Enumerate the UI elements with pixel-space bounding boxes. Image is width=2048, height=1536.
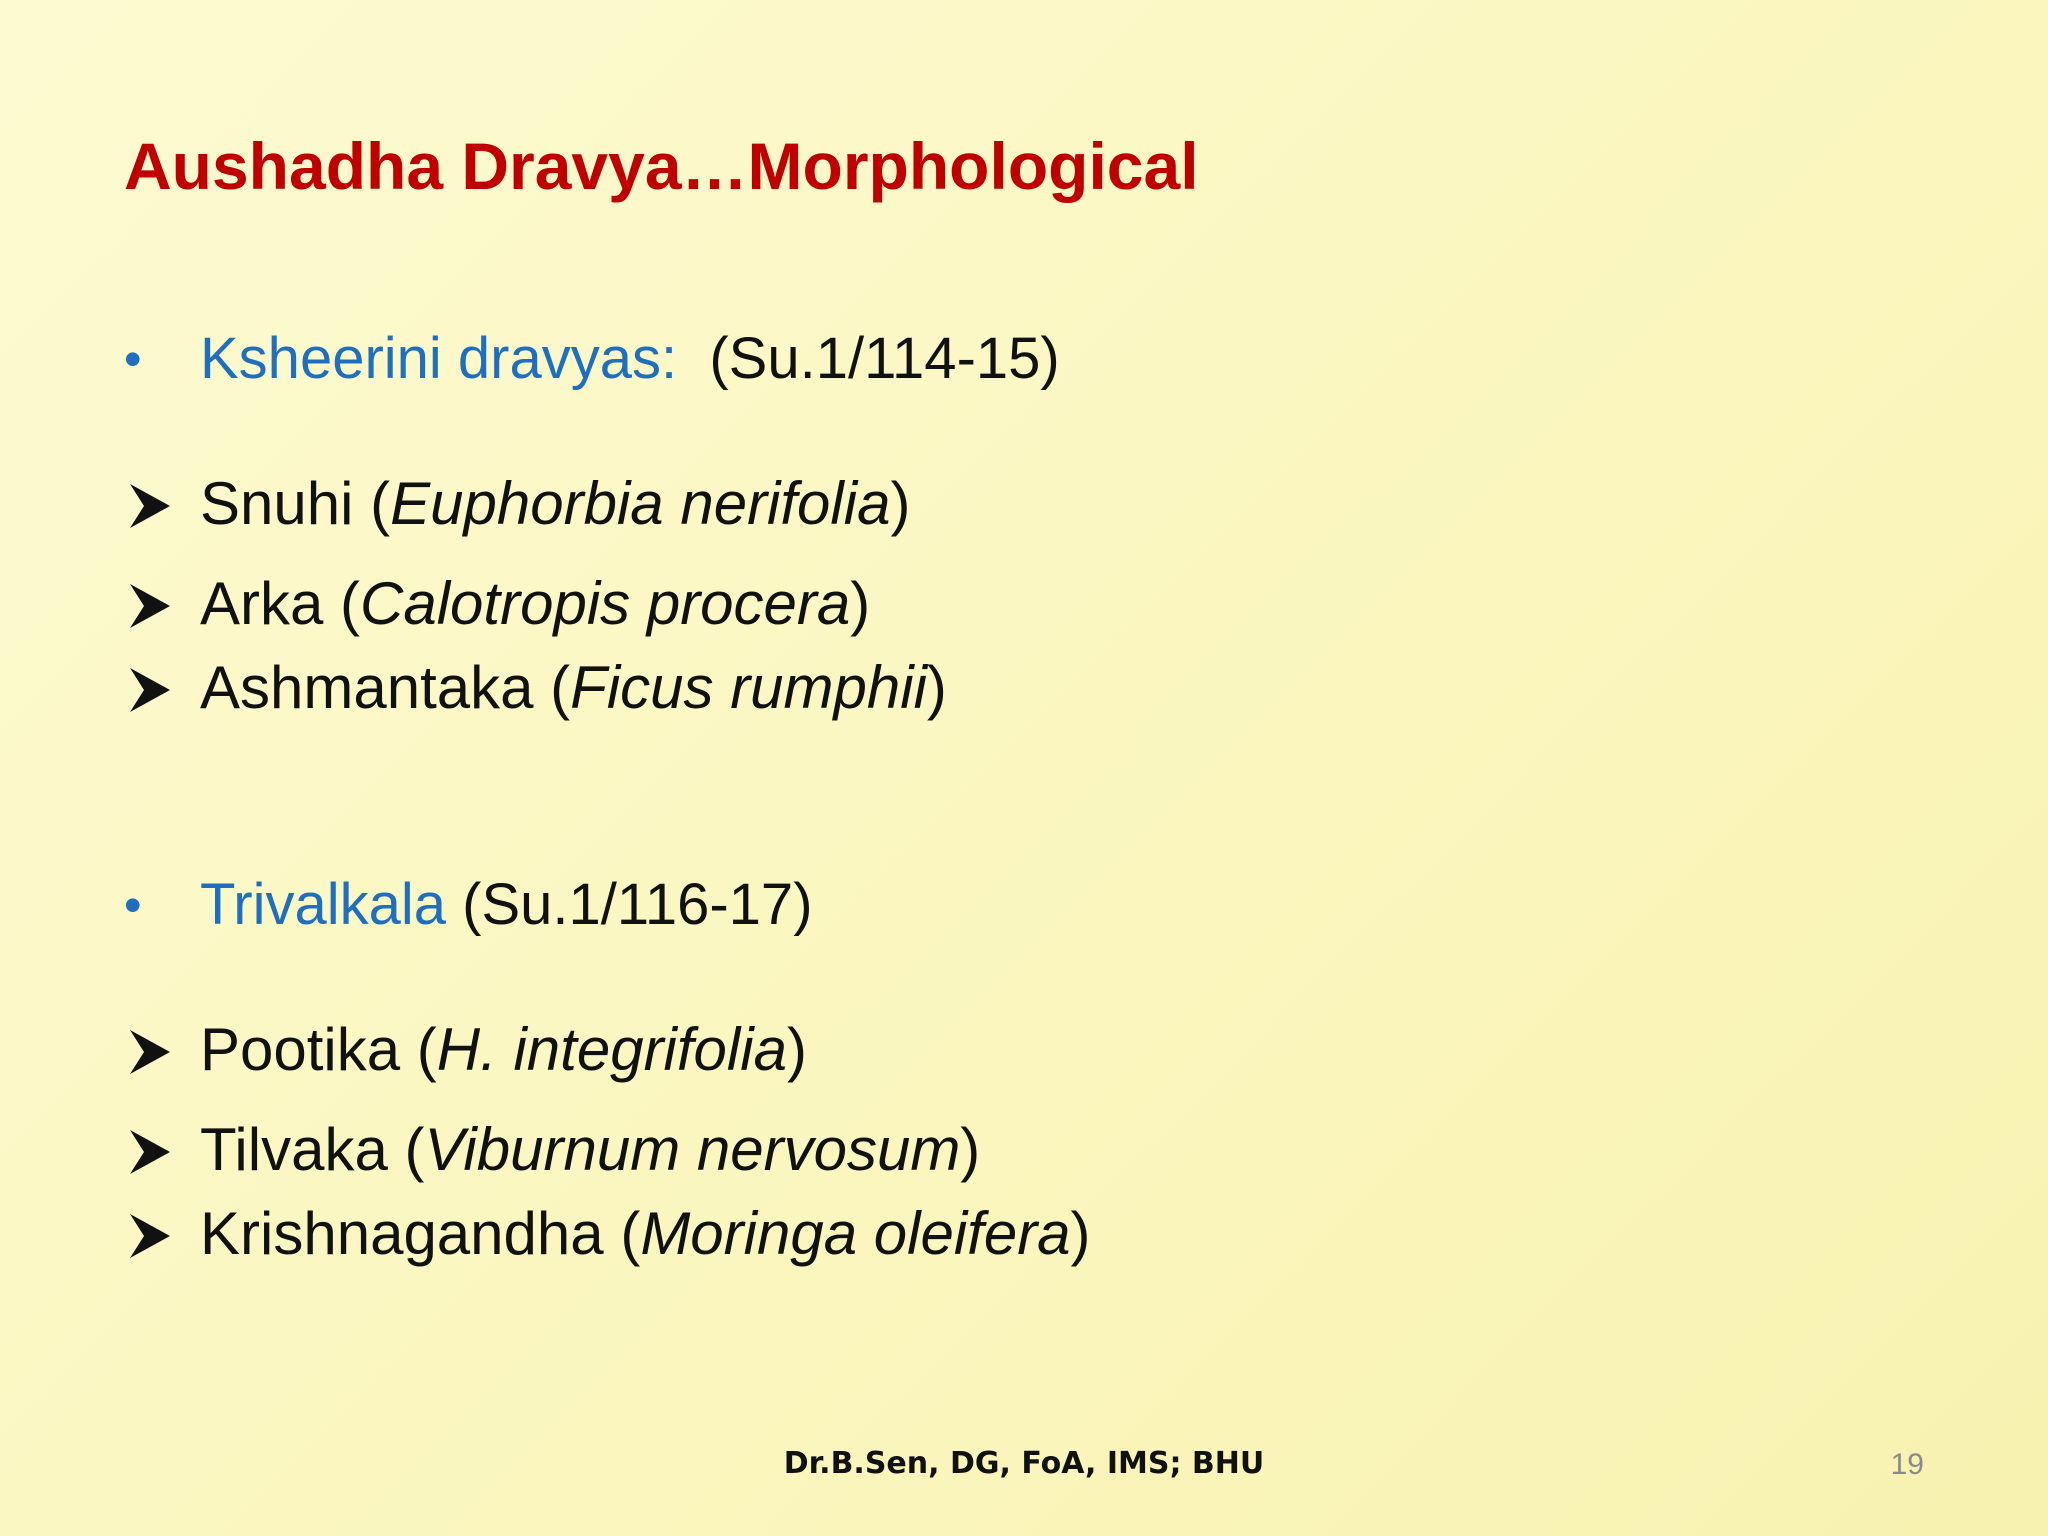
scientific-name: Ficus rumphii xyxy=(570,654,927,721)
plant-name: Arka xyxy=(200,570,324,637)
arrowhead-bullet-icon xyxy=(128,1212,172,1260)
scientific-name: Calotropis procera xyxy=(360,570,851,637)
slide-title: Aushadha Dravya…Morphological xyxy=(124,129,1199,203)
plant-name: Ashmantaka xyxy=(200,654,534,721)
scientific-name: Euphorbia nerifolia xyxy=(390,470,891,537)
footer-credit: Dr.B.Sen, DG, FoA, IMS; BHU xyxy=(783,1446,1265,1481)
arrowhead-bullet-icon xyxy=(128,666,172,714)
section-reference: (Su.1/114-15) xyxy=(709,326,1060,391)
section-reference: (Su.1/116-17) xyxy=(462,872,813,937)
scientific-name: Moringa oleifera xyxy=(640,1200,1071,1267)
arrowhead-bullet-icon xyxy=(128,1028,172,1076)
scientific-name: Viburnum nervosum xyxy=(424,1116,961,1183)
plant-name: Pootika xyxy=(200,1016,401,1083)
plant-name: Snuhi xyxy=(200,470,354,537)
page-number: 19 xyxy=(1890,1448,1924,1481)
scientific-name: H. integrifolia xyxy=(436,1016,787,1083)
bullet-dot: • xyxy=(124,331,142,387)
arrowhead-bullet-icon xyxy=(128,582,172,630)
plant-name: Tilvaka xyxy=(200,1116,388,1183)
bullet-dot: • xyxy=(124,877,142,933)
section-heading-label: Ksheerini dravyas: xyxy=(200,326,678,391)
arrowhead-bullet-icon xyxy=(128,482,172,530)
section-heading-label: Trivalkala xyxy=(200,872,447,937)
arrowhead-bullet-icon xyxy=(128,1128,172,1176)
plant-name: Krishnagandha xyxy=(200,1200,604,1267)
